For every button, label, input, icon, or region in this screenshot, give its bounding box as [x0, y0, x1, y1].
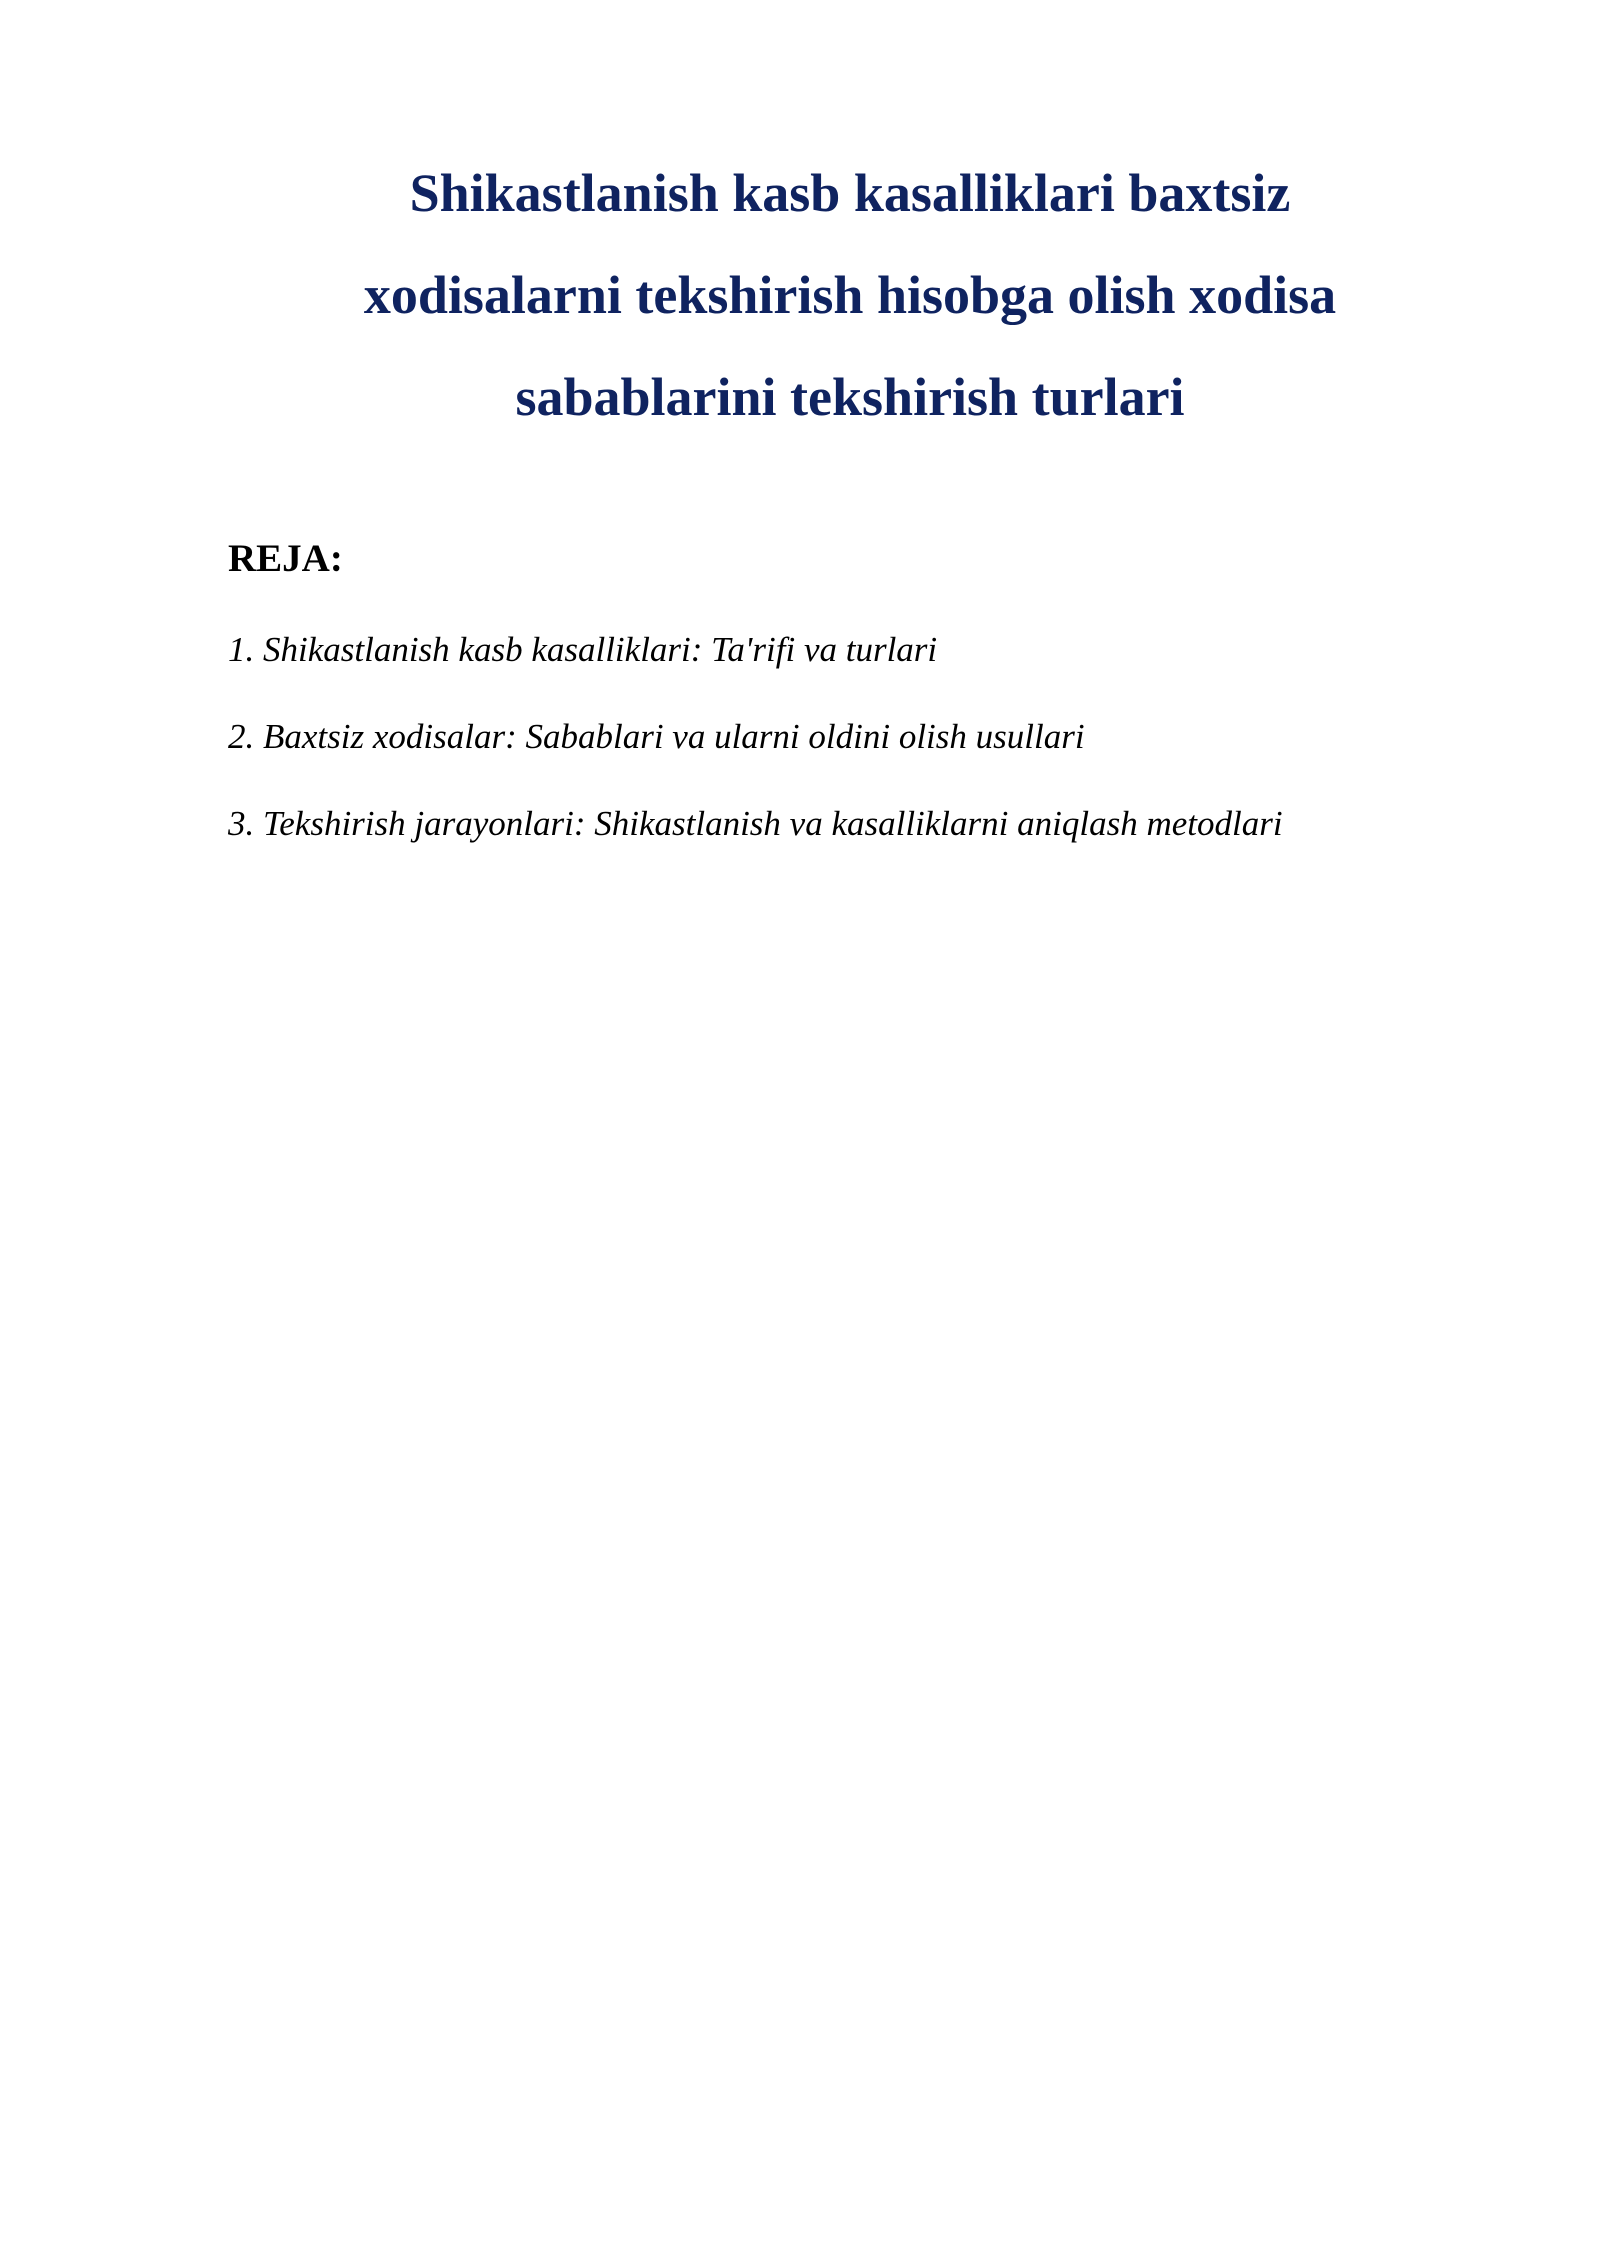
plan-item: 3. Tekshirish jarayonlari: Shikastlanish va kasalliklarni aniqlash metodlari: [228, 804, 1283, 843]
plan-heading: REJA:: [228, 537, 343, 580]
plan-item: 1. Shikastlanish kasb kasalliklari: Ta'rifi va turlari: [228, 630, 938, 669]
plan-list: [228, 624, 1478, 885]
plan-item: 2. Baxtsiz xodisalar: Sabablari va ularni oldini olish usullari: [228, 717, 1085, 756]
document-title: Shikastlanish kasb kasalliklari baxtsiz xodisalarni tekshirish hisobga olish xodisa sabablarini tekshirish turlari: [363, 163, 1337, 427]
